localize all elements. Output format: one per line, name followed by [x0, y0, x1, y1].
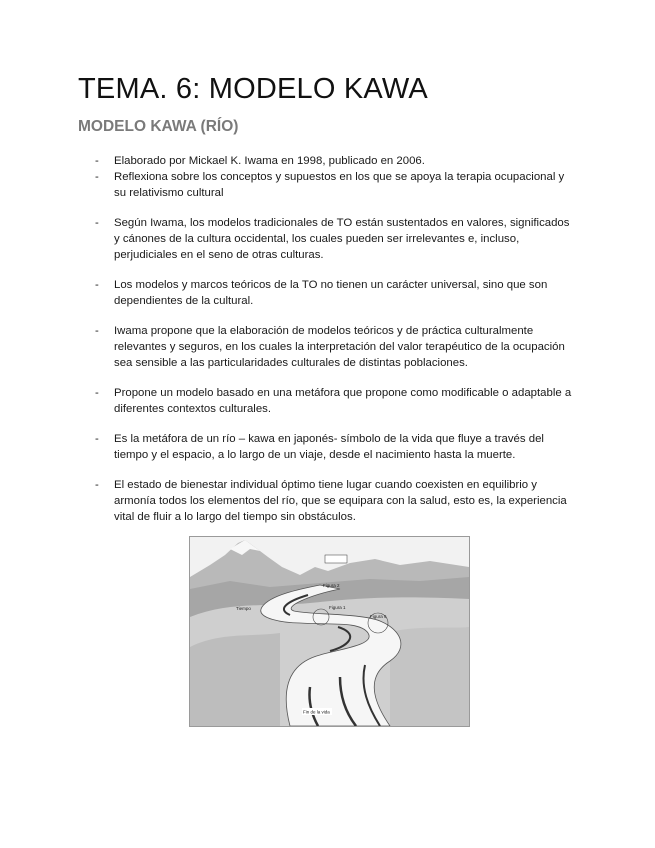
list-item: - Según Iwama, los modelos tradicionales de TO están sustentados en valores, significados y cánones de la cultura occidental, los cuales pueden ser irrelevantes e, incluso, perjudiciales en el seno de otras culturas. — [95, 215, 575, 263]
list-item: - Elaborado por Mickael K. Iwama en 1998, publicado en 2006. — [95, 153, 575, 169]
kawa-river-illustration — [189, 536, 470, 727]
label-tiempo: Tiempo — [236, 606, 251, 611]
list-item: - Es la metáfora de un río – kawa en japonés- símbolo de la vida que fluye a través del tiempo y el espacio, a lo largo de un viaje, desde el nacimiento hasta la muerte. — [95, 431, 575, 463]
list-item: - Propone un modelo basado en una metáfora que propone como modificable o adaptable a diferentes contextos culturales. — [95, 385, 575, 417]
page-title: TEMA. 6: MODELO KAWA — [78, 73, 428, 105]
label-figura-6: Figura 6 — [370, 614, 387, 619]
label-figura-1: Figura 1 — [329, 605, 346, 610]
list-item: - Iwama propone que la elaboración de modelos teóricos y de práctica culturalmente relevantes y seguros, en los cuales la interpretación del valor terapéutico de la ocupación sea sensible a las particularidades culturales de distintas poblaciones. — [95, 323, 575, 371]
page-subtitle: MODELO KAWA (RÍO) — [78, 118, 239, 135]
river-landscape-drawing — [190, 537, 469, 726]
list-item: - Los modelos y marcos teóricos de la TO no tienen un carácter universal, sino que son dependientes de la cultural. — [95, 277, 575, 309]
label-fin-de-la-vida: Fin de la vida — [303, 709, 330, 715]
label-figura-2: Figura 2 — [323, 583, 340, 588]
list-item: - El estado de bienestar individual óptimo tiene lugar cuando coexisten en equilibrio y armonía todos los elementos del río, que se equipara con la salud, esto es, la experiencia vital de fluir a lo largo del tiempo sin obstáculos. — [95, 477, 575, 525]
list-item: - Reflexiona sobre los conceptos y supuestos en los que se apoya la terapia ocupacional y su relativismo cultural — [95, 169, 575, 201]
bullet-list — [95, 153, 575, 525]
